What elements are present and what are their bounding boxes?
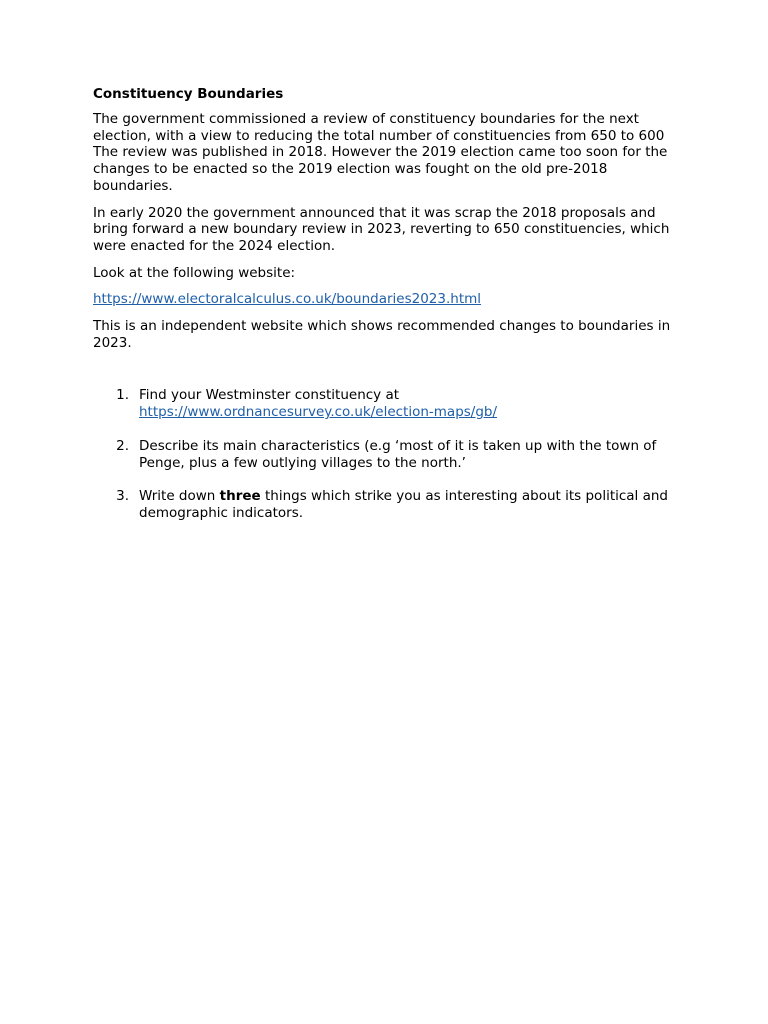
list-item <box>93 438 673 471</box>
task-1-text: Find your Westminster constituency at <box>139 387 400 404</box>
task-2-text: Describe its main characteristics (e.g ‘most of it is taken up with the town of Penge, plus a few outlying villages to the north.’ <box>139 437 657 471</box>
list-item <box>93 387 673 420</box>
task-list <box>93 387 673 521</box>
list-item-body <box>139 387 673 420</box>
list-number: 2. <box>116 437 129 454</box>
spacer <box>93 361 673 387</box>
list-number: 1. <box>116 387 129 404</box>
ordnance-survey-link[interactable]: https://www.ordnancesurvey.co.uk/election-maps/gb/ <box>139 404 498 421</box>
paragraph-independent-website: This is an independent website which shows recommended changes to boundaries in 2023. <box>93 318 671 351</box>
list-item <box>93 488 673 521</box>
electoral-calculus-link[interactable]: https://www.electoralcalculus.co.uk/boundaries2023.html <box>93 291 482 308</box>
task-3-emphasis: three <box>219 488 261 505</box>
task-3-text-after: things which strike you as interesting about its political and demographic indicators. <box>139 488 668 521</box>
list-number: 3. <box>116 488 129 505</box>
list-item-body <box>139 488 673 521</box>
paragraph-link <box>93 291 673 308</box>
task-3-text-before: Write down <box>139 488 220 505</box>
paragraph-2020-announcement: In early 2020 the government announced that it was scrap the 2018 proposals and bring forward a new boundary review in 2023, reverting to 650 constituencies, which were enacted for the 2024 election. <box>93 204 670 254</box>
document-title: Constituency Boundaries <box>93 86 284 102</box>
paragraph-review: The government commissioned a review of constituency boundaries for the next election, with a view to reducing the total number of constituencies from 650 to 600 The review was published in 2018. However the 2019 election came too soon for the changes to be enacted so the 2019 election was fought on the old pre-2018 boundaries. <box>93 111 668 194</box>
paragraph-look-at-website: Look at the following website: <box>93 264 296 281</box>
